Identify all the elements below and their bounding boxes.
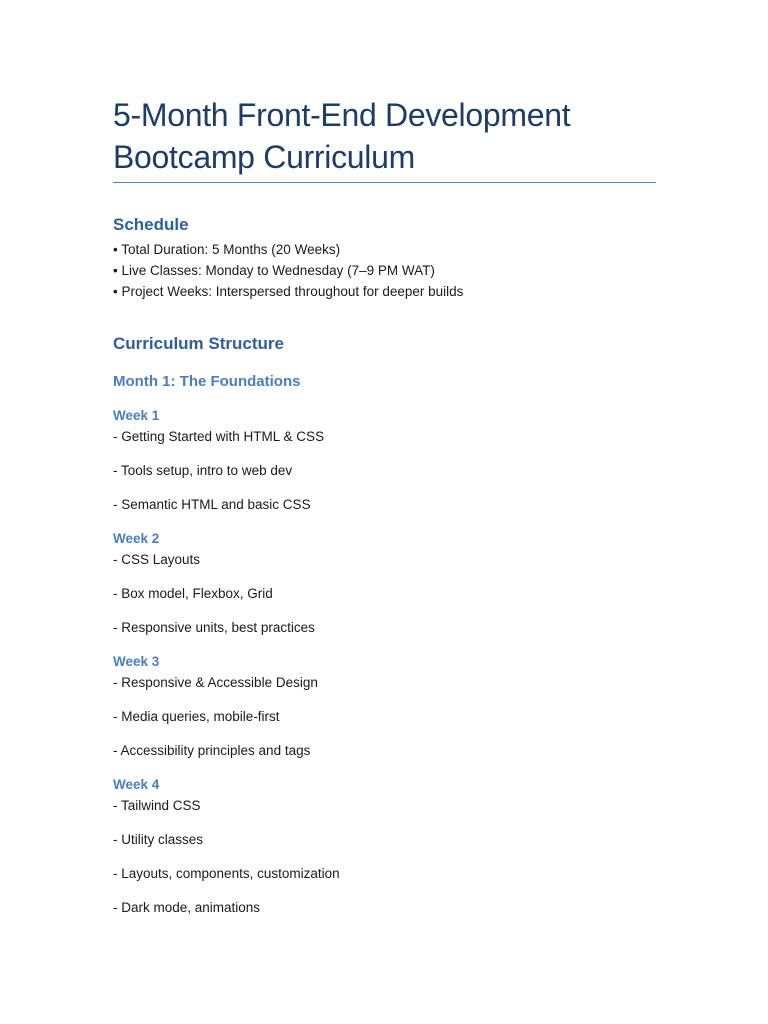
week-1-item: - Getting Started with HTML & CSS [113,429,325,444]
month-1-heading: Month 1: The Foundations [113,373,301,390]
schedule-item-project-weeks: • Project Weeks: Interspersed throughout for deeper builds [113,284,464,299]
title-line-1: 5-Month Front-End Development [113,97,571,133]
week-3-item: - Media queries, mobile-first [113,709,280,724]
week-2-heading: Week 2 [113,531,160,546]
title-divider [113,182,656,183]
curriculum-heading: Curriculum Structure [113,334,284,353]
document-page [113,94,656,917]
week-2-item: - Box model, Flexbox, Grid [113,586,273,601]
week-1-item: - Tools setup, intro to web dev [113,463,293,478]
week-3-heading: Week 3 [113,654,160,669]
schedule-item-duration: • Total Duration: 5 Months (20 Weeks) [113,242,341,257]
title-line-2: Bootcamp Curriculum [113,139,415,175]
week-4-item: - Dark mode, animations [113,900,261,915]
week-2-item: - CSS Layouts [113,552,201,567]
week-2-item: - Responsive units, best practices [113,620,315,635]
week-1-heading: Week 1 [113,408,160,423]
week-4-item: - Layouts, components, customization [113,866,340,881]
week-3-item: - Accessibility principles and tags [113,743,311,758]
week-1-item: - Semantic HTML and basic CSS [113,497,311,512]
schedule-heading: Schedule [113,215,189,234]
schedule-list [113,239,656,302]
week-3-item: - Responsive & Accessible Design [113,675,318,690]
week-4-item: - Utility classes [113,832,204,847]
week-4-item: - Tailwind CSS [113,798,201,813]
page-title [113,94,656,178]
week-4-heading: Week 4 [113,777,160,792]
schedule-item-live-classes: • Live Classes: Monday to Wednesday (7–9 PM WAT) [113,263,435,278]
